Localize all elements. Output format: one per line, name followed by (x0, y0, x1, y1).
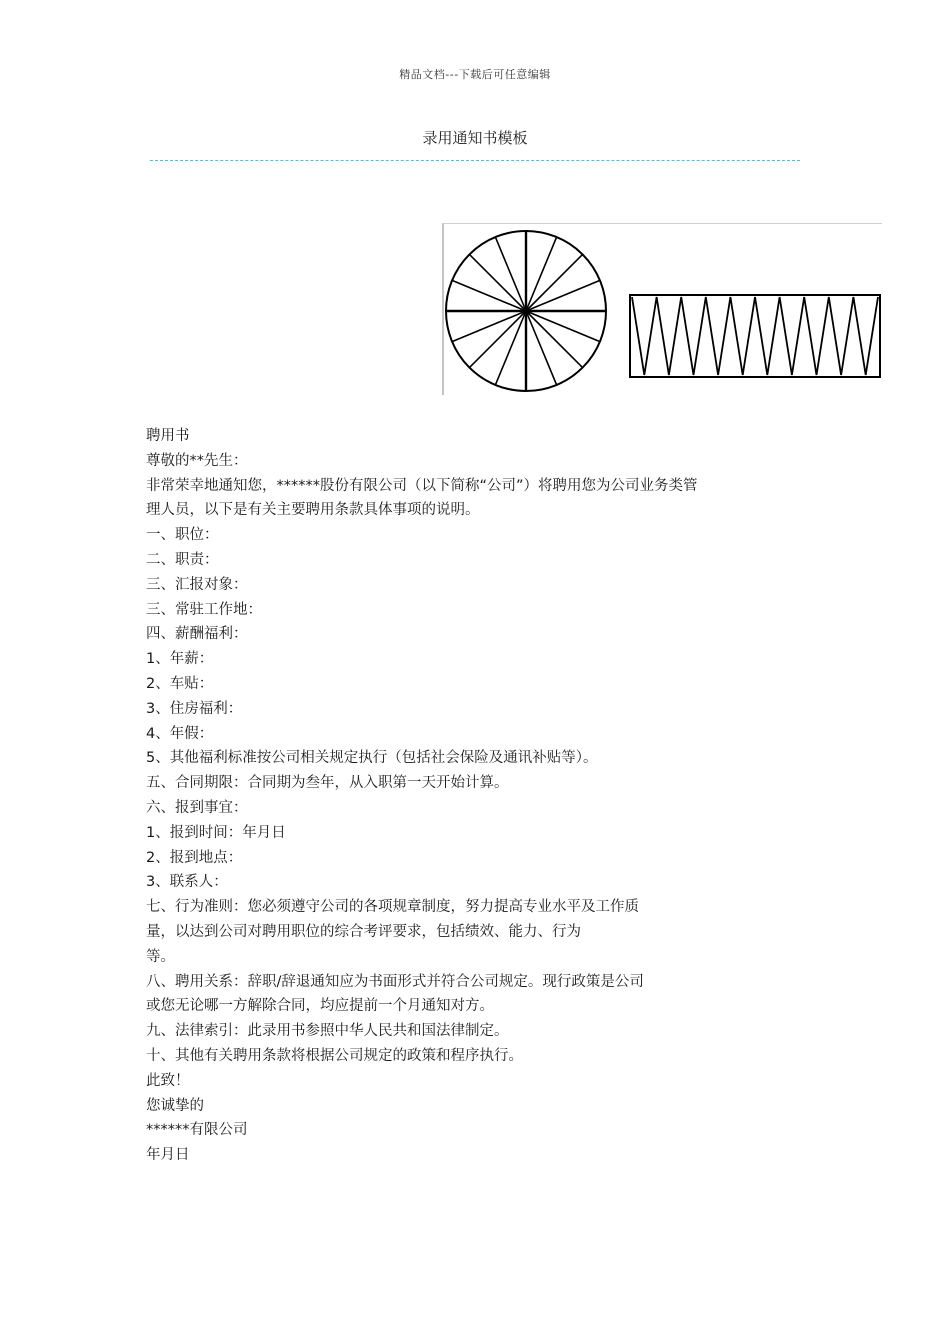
letter-line: 3、住房福利： (146, 700, 243, 717)
letter-line: 您诚挚的 (146, 1097, 204, 1114)
letter-line: 三、常驻工作地： (146, 601, 262, 618)
wheel-spoke (469, 254, 526, 311)
letter-line: ******有限公司 (146, 1122, 248, 1139)
document-title: 录用通知书模板 (422, 129, 528, 147)
letter-line: 十、其他有关聘用条款将根据公司规定的政策和程序执行。 (146, 1047, 523, 1064)
letter-line: 等。 (146, 948, 175, 965)
zigzag-diagram (630, 295, 880, 377)
letter-line: 五、合同期限：合同期为叁年，从入职第一天开始计算。 (146, 775, 509, 792)
letter-line: 年月日 (146, 1147, 190, 1164)
letter-line: 九、法律索引：此录用书参照中华人民共和国法律制定。 (146, 1023, 509, 1040)
letter-line: 六、报到事宜： (146, 799, 248, 816)
letter-line: 1、报到时间：年月日 (146, 824, 286, 841)
letter-line: 2、报到地点： (146, 849, 243, 866)
letter-line: 二、职责： (146, 551, 219, 568)
wheel-spoke (469, 311, 526, 368)
wheel-spoke (526, 254, 583, 311)
letter-line: 七、行为准则：您必须遵守公司的各项规章制度，努力提高专业水平及工作质 (146, 899, 639, 916)
header-note: 精品文档---下载后可任意编辑 (399, 68, 551, 81)
title-dashed-rule (150, 160, 800, 161)
wheel-spoke (526, 311, 583, 368)
spoked-wheel-diagram (446, 231, 606, 391)
letter-line: 理人员，以下是有关主要聘用条款具体事项的说明。 (146, 502, 480, 519)
letter-line: 5、其他福利标准按公司相关规定执行（包括社会保险及通讯补贴等）。 (146, 750, 598, 767)
letter-line: 八、聘用关系：辞职/辞退通知应为书面形式并符合公司规定。现行政策是公司 (146, 973, 644, 990)
letter-line: 2、车贴： (146, 675, 214, 692)
letter-line: 一、职位： (146, 527, 219, 544)
letter-line: 非常荣幸地通知您，******股份有限公司（以下简称“公司”）将聘用您为公司业务类管 (146, 477, 698, 494)
letter-line: 或您无论哪一方解除合同，均应提前一个月通知对方。 (146, 998, 494, 1015)
zigzag-line (632, 297, 878, 375)
letter-line: 四、薪酬福利： (146, 626, 248, 643)
letter-line: 三、汇报对象： (146, 576, 248, 593)
letter-line: 1、年薪： (146, 651, 214, 668)
letter-line: 尊敬的**先生： (146, 452, 248, 469)
letter-line: 4、年假： (146, 725, 214, 742)
letter-line: 量，以达到公司对聘用职位的综合考评要求，包括绩效、能力、行为 (146, 923, 581, 940)
letter-line: 此致！ (146, 1072, 190, 1089)
figure-image (442, 223, 882, 395)
letter-body (146, 424, 816, 1168)
figure-svg (442, 223, 882, 395)
letter-line: 聘用书 (146, 428, 190, 444)
letter-line: 3、联系人： (146, 874, 228, 891)
